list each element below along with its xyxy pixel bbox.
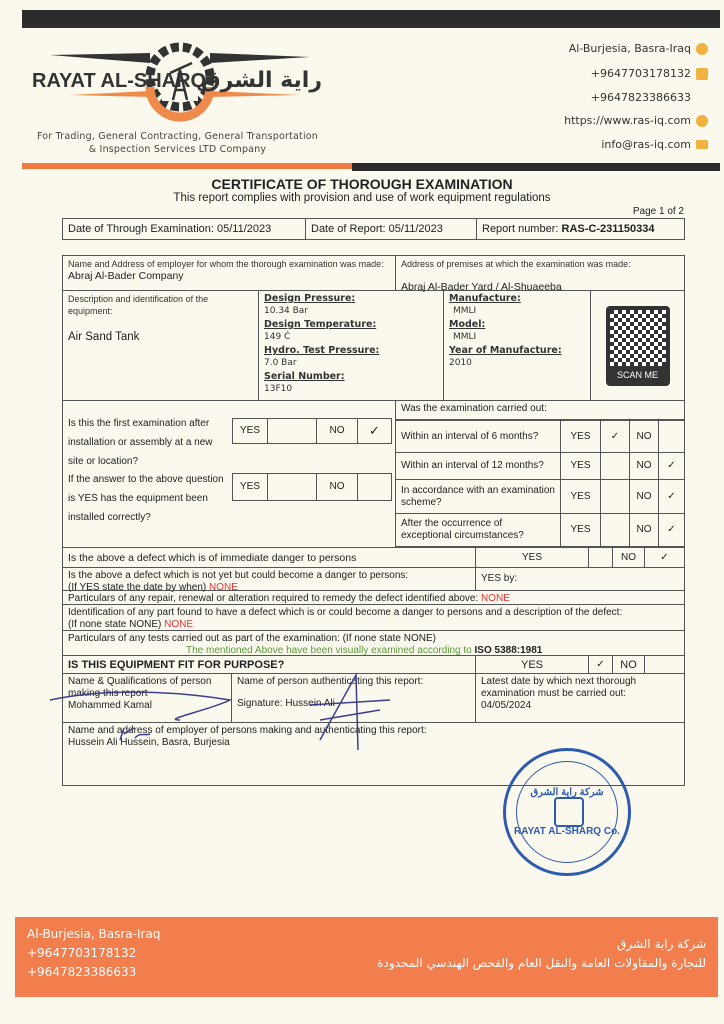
q2-yes-box[interactable] xyxy=(267,473,317,501)
interval-4-no-box[interactable]: ✓ xyxy=(658,513,685,547)
tagline xyxy=(30,130,325,156)
immediate-no-check[interactable]: ✓ xyxy=(644,547,685,568)
interval-3-yes[interactable]: YES xyxy=(560,479,601,514)
immediate-danger-question: Is the above a defect which is of immediate danger to persons xyxy=(62,547,476,568)
location-pin-icon xyxy=(696,43,708,55)
company-logo xyxy=(30,35,330,130)
globe-icon xyxy=(696,115,708,127)
logo-text-en: RAYAT AL-SHARQ xyxy=(32,70,207,92)
logo-text-ar: راية الشرق xyxy=(200,68,322,93)
interval-question-2: Within an interval of 12 months? xyxy=(395,452,561,480)
page-subtitle: This report complies with provision and use of work equipment regulations xyxy=(173,192,551,204)
exam-date: Date of Through Examination: 05/11/2023 xyxy=(62,218,306,240)
handwritten-signatures xyxy=(40,670,400,760)
report-number: Report number: RAS-C-231150334 xyxy=(476,218,685,240)
fit-for-purpose-question: IS THIS EQUIPMENT FIT FOR PURPOSE? xyxy=(62,655,476,674)
interval-2-no[interactable]: NO xyxy=(629,452,659,480)
company-stamp: شركة راية الشرق RAYAT AL-SHARQ Co. xyxy=(503,748,631,876)
fit-no[interactable]: NO xyxy=(612,655,645,674)
q2-yes[interactable]: YES xyxy=(232,473,268,501)
fit-yes-check[interactable]: ✓ xyxy=(588,655,613,674)
footer xyxy=(15,917,718,997)
q1-yes[interactable]: YES xyxy=(232,418,268,444)
interval-1-yes[interactable]: YES xyxy=(560,420,601,453)
q2-no[interactable]: NO xyxy=(316,473,358,501)
contact-website[interactable] xyxy=(564,114,708,127)
interval-2-no-box[interactable]: ✓ xyxy=(658,452,685,480)
interval-1-no[interactable]: NO xyxy=(629,420,659,453)
stamp-text: RAYAT AL-SHARQ Co. xyxy=(514,826,620,837)
report-authenticator: Name of person authenticating this report: Signature: Hussein Ali xyxy=(231,673,476,723)
footer-contact: Al-Burjesia, Basra-Iraq +9647703178132 +9647823386633 xyxy=(27,927,161,979)
employer-cell: Name and Address of employer for whom the thorough examination was made: Abraj Al-Bader Company xyxy=(62,255,396,291)
contact-address xyxy=(569,42,708,55)
report-date: Date of Report: 05/11/2023 xyxy=(305,218,477,240)
report-maker: Name & Qualifications of person making this report Mohammed Kamal xyxy=(62,673,232,723)
fit-yes[interactable]: YES xyxy=(475,655,589,674)
equipment-specs: Design Pressure: 10.34 Bar Design Temperature: 149 Ć Hydro. Test Pressure: 7.0 Bar Serial Number: 13F10 xyxy=(258,290,444,401)
footer-arabic: شركة راية الشرق للتجارة والمقاولات العامة والنقل العام والفحص الهندسي المحدودة xyxy=(377,937,706,970)
maker-name: Mohammed Kamal xyxy=(68,700,152,711)
scan-me-label: SCAN ME xyxy=(616,369,658,380)
interval-1-yes-box[interactable]: ✓ xyxy=(600,420,630,453)
premises-value: Abraj Al-Bader Yard / Al-Shuaeeba xyxy=(401,281,562,293)
address-text: Al-Burjesia, Basra-Iraq xyxy=(568,42,691,55)
phone-text: +9647703178132 xyxy=(590,67,691,80)
equipment-description: Description and identification of the equipment: Air Sand Tank xyxy=(62,290,259,401)
tests-particulars: Particulars of any tests carried out as part of the examination: (If none state NONE) The mentioned Above have been visually examined according to ISO 5388:1981 xyxy=(62,630,685,656)
tagline-line-1: For Trading, General Contracting, General Transportation xyxy=(36,131,319,142)
carried-out-heading: Was the examination carried out: xyxy=(395,400,685,420)
question-installed-correctly: If the answer to the above question is YES has the equipment been installed correctly? xyxy=(68,474,224,523)
premises-cell: Address of premises at which the examination was made: Abraj Al-Bader Yard / Al-Shuaeeba xyxy=(395,255,685,291)
authenticator-signature: Signature: Hussein Ali xyxy=(237,698,335,709)
phone-icon xyxy=(696,68,708,80)
next-exam-date-value: 04/05/2024 xyxy=(481,700,532,711)
contact-phone-2 xyxy=(591,91,691,104)
interval-question-4: After the occurrence of exceptional circumstances? xyxy=(395,513,561,547)
website-link[interactable]: https://www.ras-iq.com xyxy=(564,114,691,127)
phone-text: +9647823386633 xyxy=(590,91,691,104)
interval-4-no[interactable]: NO xyxy=(629,513,659,547)
q1-no[interactable]: NO xyxy=(316,418,358,444)
qr-code[interactable] xyxy=(606,306,670,386)
q2-no-box[interactable] xyxy=(357,473,392,501)
interval-2-yes-box[interactable] xyxy=(600,452,630,480)
next-exam-date: Latest date by which next thorough examination must be carried out: 04/05/2024 xyxy=(475,673,685,723)
interval-2-yes[interactable]: YES xyxy=(560,452,601,480)
qr-icon xyxy=(610,310,666,366)
equipment-value: Air Sand Tank xyxy=(68,331,140,343)
employer-of-persons: Name and address of employer of persons making and authenticating this report: Hussein Ali Hussein, Basra, Burjesia xyxy=(62,722,685,786)
contact-phone-1 xyxy=(591,67,708,80)
employer-value: Abraj Al-Bader Company xyxy=(68,270,184,282)
question-first-exam: Is this the first examination after installation or assembly at a new site or location? xyxy=(68,418,213,467)
qr-cell xyxy=(590,290,685,401)
interval-question-3: In accordance with an examination scheme? xyxy=(395,479,561,514)
page-number: Page 1 of 2 xyxy=(632,206,684,217)
stamp-rig-icon xyxy=(554,797,584,827)
defect-identification: Identification of any part found to have a defect which is or could become a danger to persons and a description of the defect: (If none state NONE) NONE xyxy=(62,604,685,631)
interval-3-no-box[interactable]: ✓ xyxy=(658,479,685,514)
interval-question-1: Within an interval of 6 months? xyxy=(395,420,561,453)
tagline-line-2: & Inspection Services LTD Company xyxy=(88,144,267,155)
immediate-yes[interactable]: YES xyxy=(475,547,589,568)
immediate-yes-box[interactable] xyxy=(588,547,613,568)
immediate-no[interactable]: NO xyxy=(612,547,645,568)
fit-no-box[interactable] xyxy=(644,655,685,674)
equipment-manufacture: Manufacture: MMLI Model: MMLI Year of Manufacture: 2010 xyxy=(443,290,591,401)
interval-3-yes-box[interactable] xyxy=(600,479,630,514)
potential-danger-question: Is the above a defect which is not yet but could become a danger to persons: (If YES state the date by when) NONE xyxy=(62,567,476,591)
interval-3-no[interactable]: NO xyxy=(629,479,659,514)
repair-particulars: Particulars of any repair, renewal or alteration required to remedy the defect identified above: NONE xyxy=(62,590,685,605)
mail-icon xyxy=(696,140,708,149)
contact-email[interactable] xyxy=(601,138,708,151)
interval-4-yes-box[interactable] xyxy=(600,513,630,547)
q1-yes-box[interactable] xyxy=(267,418,317,444)
page-title: CERTIFICATE OF THOROUGH EXAMINATION xyxy=(211,176,513,192)
yes-by-field[interactable]: YES by: xyxy=(475,567,685,591)
q1-no-check[interactable]: ✓ xyxy=(357,418,392,444)
divider-dark xyxy=(352,163,720,171)
divider-orange xyxy=(22,163,352,169)
interval-4-yes[interactable]: YES xyxy=(560,513,601,547)
interval-1-no-box[interactable] xyxy=(658,420,685,453)
top-bar xyxy=(22,10,720,28)
email-link[interactable]: info@ras-iq.com xyxy=(601,138,691,151)
